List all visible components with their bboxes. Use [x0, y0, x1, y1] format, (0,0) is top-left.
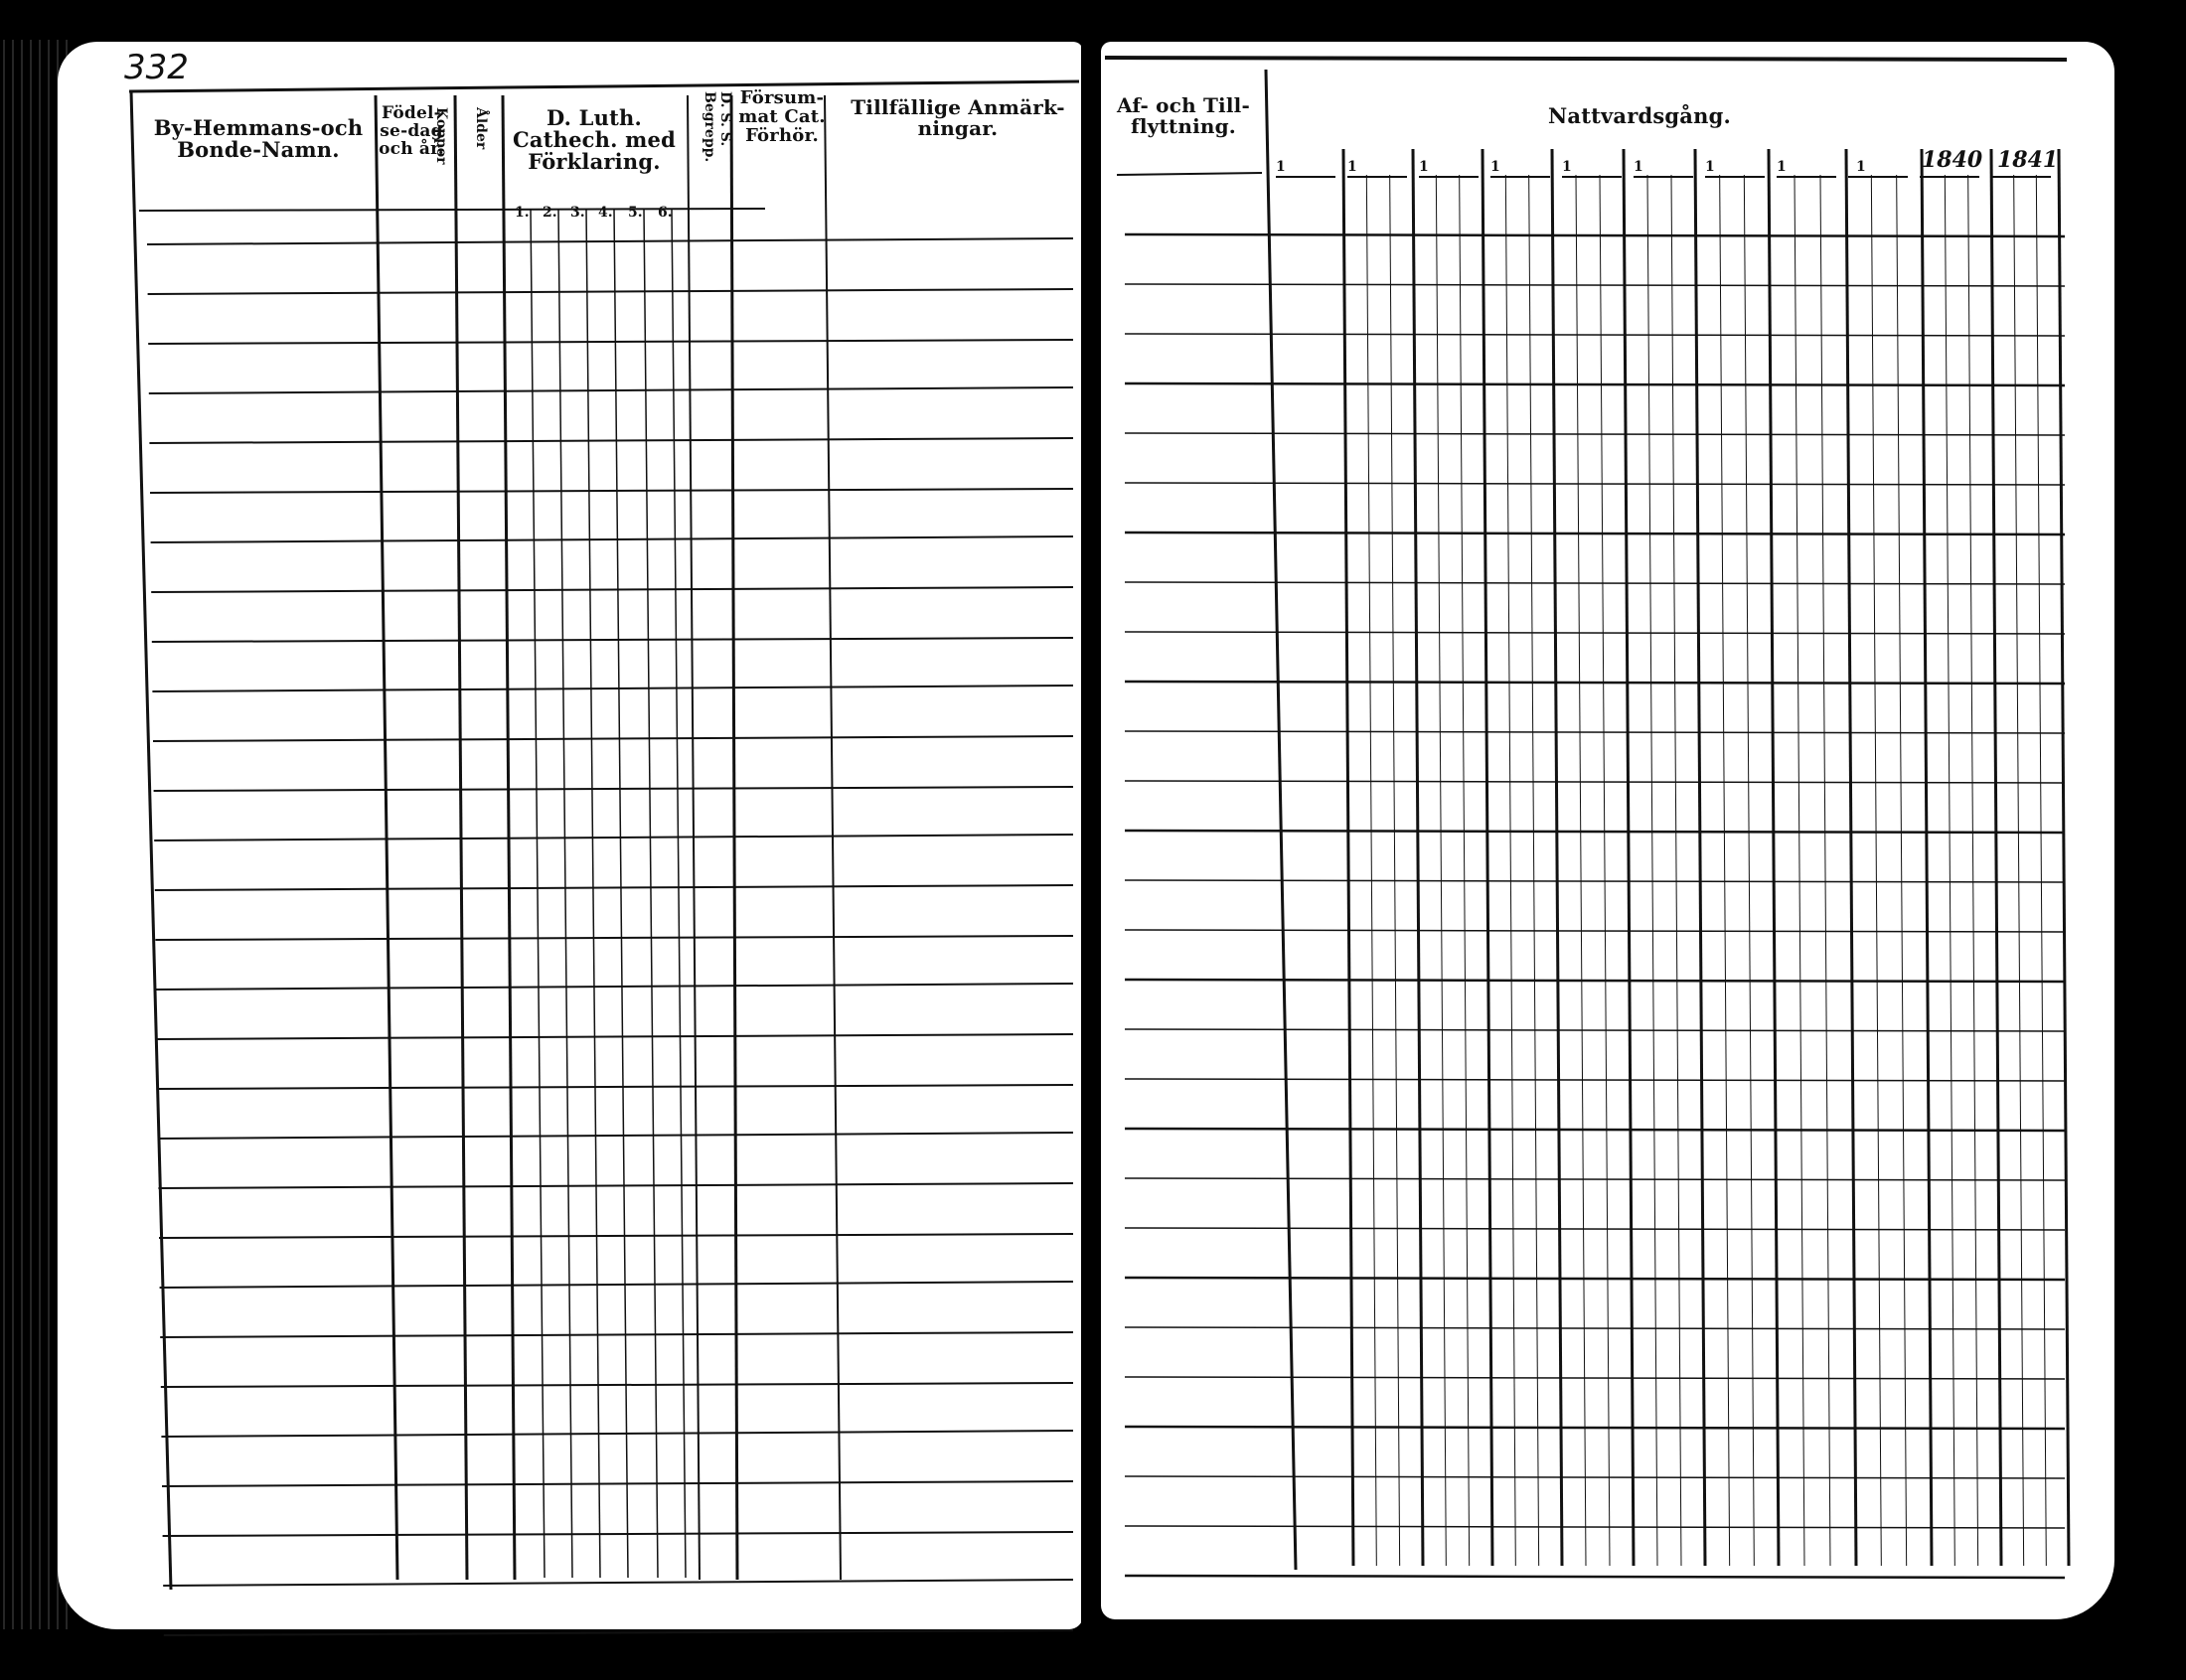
right-row-line-21	[1125, 1278, 2065, 1280]
communion-major-col-0	[1343, 149, 1353, 1566]
right-row-line-17	[1125, 1079, 2065, 1081]
header-vaccinated: Koppor	[433, 107, 449, 165]
right-row-line-15	[1125, 980, 2065, 982]
right-top-rule	[1105, 58, 2067, 60]
right-row-line-11	[1125, 781, 2065, 783]
moves-header-rule	[1117, 173, 1262, 175]
right-row-line-9	[1125, 682, 2065, 684]
communion-subcol-9: 1	[1856, 159, 1866, 175]
communion-minor-col-b-6	[1820, 175, 1830, 1566]
left-top-rule	[129, 81, 1079, 91]
left-row-line-16	[157, 1034, 1073, 1039]
left-row-line-18	[158, 1133, 1073, 1139]
left-row-line-7	[151, 587, 1073, 592]
communion-major-col-3	[1552, 149, 1562, 1566]
left-row-line-26	[163, 1532, 1073, 1536]
left-row-line-1	[148, 289, 1073, 294]
left-row-line-3	[149, 387, 1073, 393]
header-catechism: D. Luth. Cathech. med Förklaring.	[513, 105, 676, 175]
left-row-line-0	[147, 238, 1073, 244]
header-remarks: Tillfällige Anmärk-ningar.	[851, 95, 1065, 140]
year-1841: 1841	[1997, 147, 2059, 173]
left-row-line-5	[150, 489, 1073, 493]
communion-major-col-8	[1922, 149, 1932, 1566]
header-age: Ålder	[473, 107, 489, 150]
catechism-subcol-2: 2.	[543, 205, 557, 221]
left-row-line-19	[158, 1183, 1073, 1188]
catechism-subcol-4: 4.	[598, 205, 613, 221]
left-row-line-10	[153, 736, 1073, 741]
communion-subcol-2: 1	[1347, 159, 1357, 175]
year-1840: 1840	[1922, 147, 1983, 173]
left-row-line-11	[154, 787, 1073, 791]
left-row-line-23	[161, 1383, 1073, 1387]
communion-major-col-5	[1695, 149, 1705, 1566]
right-row-line-22	[1125, 1327, 2065, 1329]
header-communion: Nattvardsgång.	[1548, 103, 1731, 128]
communion-minor-col-b-7	[1897, 175, 1907, 1566]
page-number: 332	[124, 48, 189, 87]
left-row-line-6	[151, 536, 1073, 542]
right-row-line-18	[1125, 1129, 2065, 1131]
left-row-line-4	[149, 438, 1073, 443]
right-row-line-24	[1125, 1427, 2065, 1429]
right-row-line-19	[1125, 1178, 2065, 1180]
communion-major-col-2	[1483, 149, 1492, 1566]
left-row-line-12	[154, 835, 1073, 840]
communion-minor-col-a-5	[1720, 175, 1730, 1566]
catechism-col-line-4	[644, 209, 658, 1578]
left-row-line-25	[162, 1481, 1073, 1486]
communion-major-col-7	[1846, 149, 1856, 1566]
communion-minor-col-a-7	[1871, 175, 1881, 1566]
left-row-line-17	[157, 1085, 1073, 1089]
catechism-col-line-3	[614, 209, 628, 1578]
communion-major-col-9	[1991, 149, 2001, 1566]
communion-minor-col-a-8	[1945, 175, 1954, 1566]
left-row-line-9	[152, 686, 1073, 691]
catechism-col-line-5	[672, 209, 686, 1578]
communion-subcol-4: 1	[1490, 159, 1500, 175]
communion-major-col-6	[1769, 149, 1779, 1566]
left-row-line-14	[155, 936, 1073, 940]
catechism-subcol-6: 6.	[658, 205, 673, 221]
right-row-line-16	[1125, 1029, 2065, 1031]
left-row-line-28	[164, 1630, 1073, 1635]
left-row-line-15	[156, 984, 1073, 990]
left-row-line-13	[155, 885, 1073, 890]
right-row-line-14	[1125, 930, 2065, 932]
right-row-line-23	[1125, 1377, 2065, 1379]
left-column-line-1	[376, 95, 397, 1580]
catechism-subcol-3: 3.	[570, 205, 585, 221]
header-names: By-Hemmans-och Bonde-Namn.	[153, 115, 364, 163]
catechism-subcol-1: 1.	[515, 205, 530, 221]
catechism-subcol-5: 5.	[628, 205, 643, 221]
left-row-line-22	[160, 1332, 1073, 1337]
right-row-line-20	[1125, 1228, 2065, 1230]
left-row-line-24	[161, 1431, 1073, 1437]
catechism-col-line-2	[586, 209, 600, 1578]
communion-minor-col-b-8	[1968, 175, 1978, 1566]
catechism-col-line-1	[558, 209, 572, 1578]
right-row-line-25	[1125, 1476, 2065, 1478]
left-column-line-6	[825, 95, 841, 1580]
left-row-line-8	[152, 638, 1073, 642]
left-row-line-2	[148, 340, 1073, 344]
communion-subcol-3: 1	[1419, 159, 1429, 175]
right-row-line-26	[1125, 1526, 2065, 1528]
communion-minor-col-b-5	[1744, 175, 1754, 1566]
communion-major-col-10	[2059, 149, 2069, 1566]
header-ds: D. S. S. Begrepp.	[702, 91, 733, 163]
communion-subcol-8: 1	[1777, 159, 1787, 175]
right-row-line-10	[1125, 731, 2065, 733]
communion-minor-col-a-9	[2014, 175, 2024, 1566]
communion-subcol-7: 1	[1705, 159, 1715, 175]
communion-minor-col-a-6	[1795, 175, 1804, 1566]
header-birth: Födel-se-dag och år.	[379, 103, 444, 159]
communion-major-col-4	[1624, 149, 1634, 1566]
left-row-line-20	[159, 1234, 1073, 1238]
communion-subcol-5: 1	[1562, 159, 1572, 175]
header-neglected: Försum-mat Cat. Förhör.	[738, 87, 826, 146]
right-row-line-13	[1125, 880, 2065, 882]
communion-left-border	[1266, 70, 1296, 1570]
catechism-col-line-0	[531, 209, 545, 1578]
communion-major-col-1	[1413, 149, 1423, 1566]
communion-subcol-1: 1	[1276, 159, 1286, 175]
communion-subcol-6: 1	[1634, 159, 1643, 175]
left-row-line-27	[163, 1580, 1073, 1586]
left-row-line-21	[160, 1282, 1073, 1288]
header-moves: Af- och Till-flyttning.	[1117, 93, 1250, 138]
right-row-line-27	[1125, 1576, 2065, 1578]
communion-minor-col-b-9	[2036, 175, 2046, 1566]
right-row-line-12	[1125, 831, 2065, 833]
